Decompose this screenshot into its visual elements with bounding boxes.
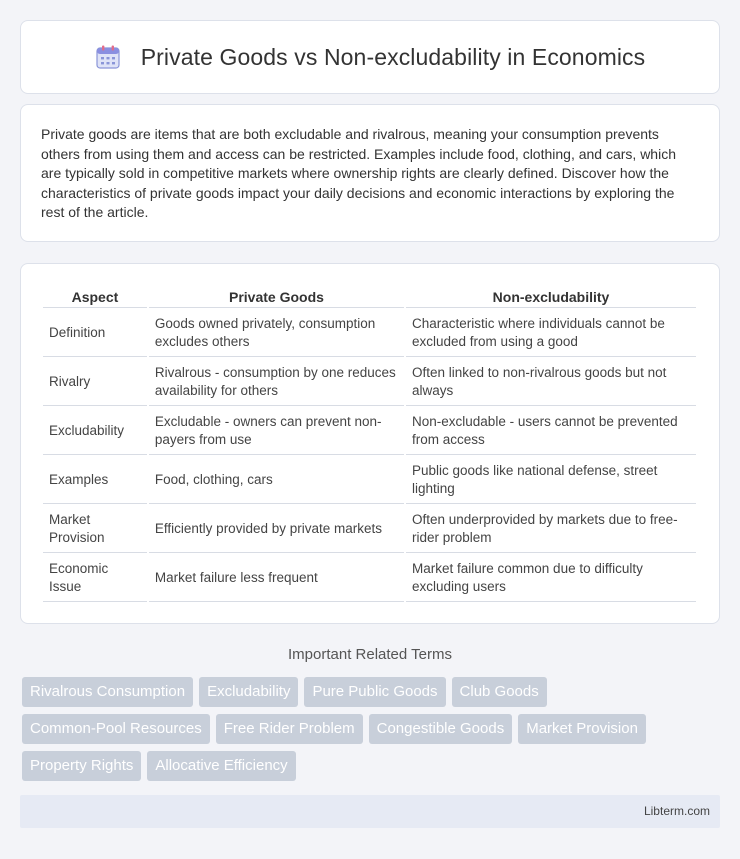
row-non-excludability: Non-excludable - users cannot be prevented from access xyxy=(406,408,696,455)
page-title: Private Goods vs Non-excludability in Economics xyxy=(140,43,646,70)
title-card xyxy=(20,20,720,94)
related-term-tag[interactable]: Market Provision xyxy=(518,714,646,744)
row-non-excludability: Market failure common due to difficulty excluding users xyxy=(406,555,696,602)
table-card xyxy=(20,263,720,624)
table-row xyxy=(43,359,696,406)
table-row xyxy=(43,310,696,357)
table-row xyxy=(43,506,696,553)
comparison-table xyxy=(41,284,698,604)
row-aspect: Definition xyxy=(43,310,147,357)
row-private-goods: Excludable - owners can prevent non-payers from use xyxy=(149,408,404,455)
row-private-goods: Market failure less frequent xyxy=(149,555,404,602)
related-terms-list xyxy=(22,677,722,788)
table-row xyxy=(43,555,696,602)
related-term-tag[interactable]: Pure Public Goods xyxy=(304,677,445,707)
related-terms-title: Important Related Terms xyxy=(288,646,452,663)
row-private-goods: Efficiently provided by private markets xyxy=(149,506,404,553)
header-non-excludability: Non-excludability xyxy=(406,286,696,308)
row-aspect: Rivalry xyxy=(43,359,147,406)
table-row xyxy=(43,457,696,504)
related-term-tag[interactable]: Common-Pool Resources xyxy=(22,714,210,744)
footer-brand[interactable]: Libterm.com xyxy=(643,804,710,818)
intro-text: Private goods are items that are both excludable and rivalrous, meaning your consumption prevents others from using them and access can be restricted. Examples include food, clothing, and cars, which are typically sold in competitive markets where ownership rights are clearly defined. Discover how the characteristics of private goods impact your daily decisions and economic interactions by exploring the rest of the article. xyxy=(41,126,676,221)
related-term-tag[interactable]: Club Goods xyxy=(452,677,547,707)
related-term-tag[interactable]: Rivalrous Consumption xyxy=(22,677,193,707)
row-aspect: Examples xyxy=(43,457,147,504)
row-aspect: Economic Issue xyxy=(43,555,147,602)
row-aspect: Market Provision xyxy=(43,506,147,553)
row-non-excludability: Often linked to non-rivalrous goods but not always xyxy=(406,359,696,406)
row-private-goods: Goods owned privately, consumption excludes others xyxy=(149,310,404,357)
table-header-row xyxy=(43,286,696,308)
row-non-excludability: Characteristic where individuals cannot be excluded from using a good xyxy=(406,310,696,357)
header-aspect: Aspect xyxy=(43,286,147,308)
related-term-tag[interactable]: Property Rights xyxy=(22,751,141,781)
row-private-goods: Rivalrous - consumption by one reduces availability for others xyxy=(149,359,404,406)
table-row xyxy=(43,408,696,455)
intro-card xyxy=(20,104,720,242)
row-non-excludability: Often underprovided by markets due to free-rider problem xyxy=(406,506,696,553)
calendar-icon xyxy=(95,44,121,70)
row-aspect: Excludability xyxy=(43,408,147,455)
related-term-tag[interactable]: Free Rider Problem xyxy=(216,714,363,744)
row-non-excludability: Public goods like national defense, street lighting xyxy=(406,457,696,504)
related-term-tag[interactable]: Excludability xyxy=(199,677,298,707)
related-term-tag[interactable]: Congestible Goods xyxy=(369,714,513,744)
related-term-tag[interactable]: Allocative Efficiency xyxy=(147,751,295,781)
header-private-goods: Private Goods xyxy=(149,286,404,308)
footer xyxy=(20,795,720,828)
row-private-goods: Food, clothing, cars xyxy=(149,457,404,504)
